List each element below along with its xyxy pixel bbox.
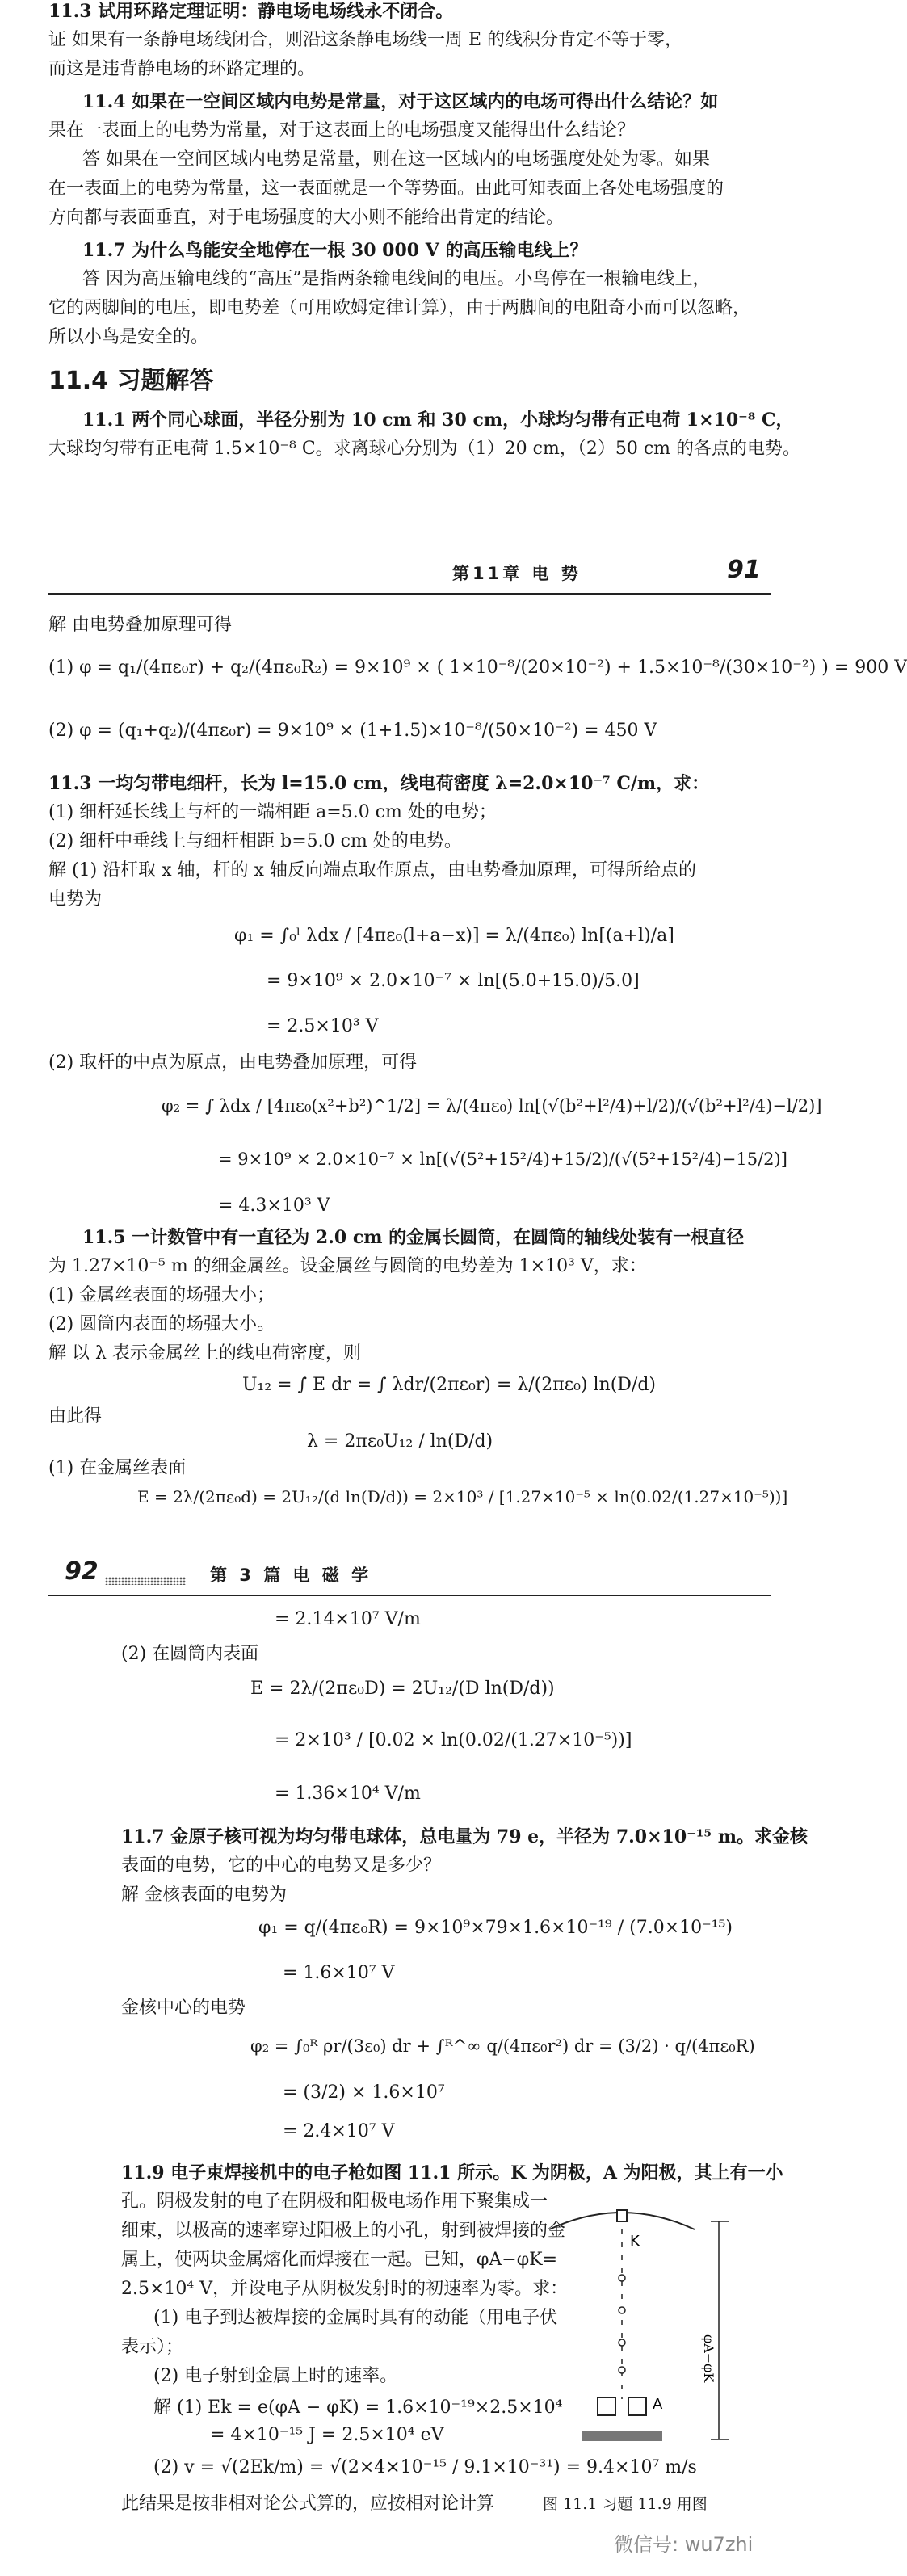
anode-right (628, 2397, 646, 2415)
text-line: 由此得 (48, 1406, 103, 1427)
text-line: (2) 在圆筒内表面 (121, 1644, 259, 1664)
equation: φ₁ = ∫₀ˡ λdx / [4πε₀(l+a−x)] = λ/(4πε₀) ln[(a+l)/a] (234, 926, 674, 946)
anode-left (598, 2397, 615, 2415)
equation: = (3/2) × 1.6×10⁷ (283, 2082, 445, 2103)
text-line: 孔。阴极发射的电子在阴极和阳极电场作用下聚集成一 (121, 2191, 548, 2212)
text-line: 2.5×10⁴ V，并设电子从阴极发射时的初速率为零。求： (121, 2279, 569, 2299)
text-line: 为 1.27×10⁻⁵ m 的细金属丝。设金属丝与圆筒的电势差为 1×10³ V，求： (48, 1256, 647, 1276)
question-11-4: 11.4 如果在一空间区域内电势是常量，对于这区域内的电场可得出什么结论？如 (82, 91, 719, 112)
equation: = 1.6×10⁷ V (283, 1963, 395, 1983)
text-line: 而这是违背静电场的环路定理的。 (48, 59, 316, 79)
text-line: 属上，使两块金属熔化而焊接在一起。已知，φA−φK= (121, 2250, 558, 2270)
page-2 (0, 556, 907, 1507)
text-line: 它的两脚间的电压，即电势差（可用欧姆定律计算），由于两脚间的电阻奇小而可以忽略， (48, 298, 751, 318)
equation: = 2×10³ / [0.02 × ln(0.02/(1.27×10⁻⁵))] (275, 1730, 632, 1750)
equation: = 9×10⁹ × 2.0×10⁻⁷ × ln[(√(5²+15²/4)+15/2)/(√(5²+15²/4)−15/2)] (218, 1149, 787, 1169)
header-rule (48, 1595, 771, 1596)
equation: = 4×10⁻¹⁵ J = 2.5×10⁴ eV (210, 2425, 444, 2445)
answer-11-7: 答 因为高压输电线的“高压”是指两条输电线间的电压。小鸟停在一根输电线上， (82, 269, 711, 289)
text-line: 表面的电势，它的中心的电势又是多少？ (121, 1855, 442, 1876)
equation: φ₂ = ∫ λdx / [4πε₀(x²+b²)^1/2] = λ/(4πε₀) ln[(√(b²+l²/4)+l/2)/(√(b²+l²/4)−l/2)] (162, 1096, 822, 1116)
text-line: 方向都与表面垂直，对于电场强度的大小则不能给出肯定的结论。 (48, 208, 565, 228)
electron-gun-figure (517, 2197, 775, 2472)
workpiece (582, 2431, 662, 2441)
watermark: 微信号: wu7zhi (614, 2533, 754, 2556)
text-line: (1) 细杆延长线上与杆的一端相距 a=5.0 cm 处的电势； (48, 802, 497, 822)
equation: 解 (1) Ek = e(φA − φK) = 1.6×10⁻¹⁹×2.5×10⁴ (153, 2397, 563, 2418)
text-line: 细束，以极高的速率穿过阳极上的小孔，射到被焊接的金 (121, 2221, 566, 2241)
equation: (1) φ = q₁/(4πε₀r) + q₂/(4πε₀R₂) = 9×10⁹ × ( 1×10⁻⁸/(20×10⁻²) + 1.5×10⁻⁸/(30×10⁻²) ) = 900 V (48, 658, 907, 678)
equation: E = 2λ/(2πε₀d) = 2U₁₂/(d ln(D/d)) = 2×10³ / [1.27×10⁻⁵ × ln(0.02/(1.27×10⁻⁵))] (137, 1487, 788, 1507)
text-line: 11.3 试用环路定理证明：静电场电场线永不闭合。 (48, 1, 454, 22)
page-3 (0, 1559, 819, 2576)
problem-11-9: 11.9 电子束焊接机中的电子枪如图 11.1 所示。K 为阴极，A 为阳极，其上有一小 (121, 2162, 783, 2183)
running-header: 第11章 电 势 (452, 564, 582, 583)
text-line: 果在一表面上的电势为常量，对于这表面上的电场强度又能得出什么结论？ (48, 120, 636, 141)
text-line: (1) 在金属丝表面 (48, 1458, 187, 1478)
text-line: 金核中心的电势 (121, 1998, 246, 2018)
text-line: 大球均匀带有正电荷 1.5×10⁻⁸ C。求离球心分别为（1）20 cm，（2）50 cm 的各点的电势。 (48, 439, 800, 459)
cathode-label: K (630, 2233, 640, 2250)
figure-caption: 图 11.1 习题 11.9 用图 (543, 2495, 708, 2513)
text-line: (2) 圆筒内表面的场强大小。 (48, 1314, 275, 1334)
equation: E = 2λ/(2πε₀D) = 2U₁₂/(D ln(D/d)) (250, 1679, 555, 1699)
header-rule (48, 593, 771, 595)
text-line: (2) 细杆中垂线上与细杆相距 b=5.0 cm 处的电势。 (48, 831, 462, 851)
equation: U₁₂ = ∫ E dr = ∫ λdr/(2πε₀r) = λ/(2πε₀) ln(D/d) (242, 1375, 657, 1395)
equation: φ₂ = ∫₀ᴿ ρr/(3ε₀) dr + ∫ᴿ^∞ q/(4πε₀r²) dr = (3/2) · q/(4πε₀R) (250, 2036, 755, 2056)
equation: φ₁ = q/(4πε₀R) = 9×10⁹×79×1.6×10⁻¹⁹ / (7.0×10⁻¹⁵) (258, 1918, 733, 1938)
text-line: 所以小鸟是安全的。 (48, 327, 209, 347)
voltage-label: φA−φK (701, 2334, 716, 2383)
problem-11-7: 11.7 金原子核可视为均匀带电球体，总电量为 79 e，半径为 7.0×10⁻¹⁵ m。求金核 (121, 1826, 808, 1847)
section-heading: 11.4 习题解答 (48, 367, 214, 395)
solution-label: 解 由电势叠加原理可得 (48, 615, 232, 635)
text-line: 表示）； (121, 2337, 184, 2357)
problem-11-1: 11.1 两个同心球面，半径分别为 10 cm 和 30 cm，小球均匀带有正电荷 1×10⁻⁸ C， (82, 410, 794, 431)
page-number: 92 (65, 1557, 99, 1586)
text-line: (2) 取杆的中点为原点，由电势叠加原理，可得 (48, 1053, 418, 1073)
problem-11-5: 11.5 一计数管中有一直径为 2.0 cm 的金属长圆筒，在圆筒的轴线处装有一根直径 (82, 1227, 745, 1248)
equation: (2) φ = (q₁+q₂)/(4πε₀r) = 9×10⁹ × (1+1.5)×10⁻⁸/(50×10⁻²) = 450 V (48, 721, 657, 741)
equation: λ = 2πε₀U₁₂ / ln(D/d) (307, 1431, 493, 1452)
text-line: 证 如果有一条静电场线闭合，则沿这条静电场线一周 E 的线积分肯定不等于零， (48, 30, 683, 50)
equation: = 2.5×10³ V (267, 1016, 379, 1036)
cathode-block (617, 2210, 627, 2221)
equation: = 4.3×10³ V (218, 1196, 330, 1216)
equation: = 2.14×10⁷ V/m (275, 1609, 421, 1629)
text-line: (2) 电子射到金属上时的速率。 (153, 2366, 398, 2386)
text-line: 在一表面上的电势为常量，这一表面就是一个等势面。由此可知表面上各处电场强度的 (48, 179, 724, 199)
text-line: 解 金核表面的电势为 (121, 1885, 287, 1905)
text-line: 此结果是按非相对论公式算的，应按相对论计算 (121, 2494, 495, 2514)
header-dots (105, 1577, 186, 1585)
equation: (2) v = √(2Ek/m) = √(2×4×10⁻¹⁵ / 9.1×10⁻³¹) = 9.4×10⁷ m/s (153, 2457, 697, 2477)
text-line: 电势为 (48, 889, 103, 910)
answer-11-4: 答 如果在一空间区域内电势是常量，则在这一区域内的电场强度处处为零。如果 (82, 149, 710, 170)
question-11-7: 11.7 为什么鸟能安全地停在一根 30 000 V 的高压输电线上？ (82, 240, 588, 261)
equation: = 2.4×10⁷ V (283, 2121, 395, 2141)
text-line: 解 (1) 沿杆取 x 轴，杆的 x 轴反向端点取作原点，由电势叠加原理，可得所给点的 (48, 860, 696, 880)
page-1 (0, 0, 819, 459)
problem-11-3: 11.3 一均匀带电细杆，长为 l=15.0 cm，线电荷密度 λ=2.0×10⁻⁷ C/m，求： (48, 773, 710, 794)
equation: = 1.36×10⁴ V/m (275, 1784, 421, 1804)
text-line: (1) 金属丝表面的场强大小； (48, 1285, 275, 1305)
page-number: 91 (727, 556, 761, 584)
text-line: 解 以 λ 表示金属丝上的线电荷密度，则 (48, 1343, 361, 1364)
running-header: 第 3 篇 电 磁 学 (210, 1565, 372, 1585)
equation: = 9×10⁹ × 2.0×10⁻⁷ × ln[(5.0+15.0)/5.0] (267, 971, 640, 991)
text-line: (1) 电子到达被焊接的金属时具有的动能（用电子伏 (153, 2308, 558, 2328)
anode-label: A (653, 2396, 663, 2413)
